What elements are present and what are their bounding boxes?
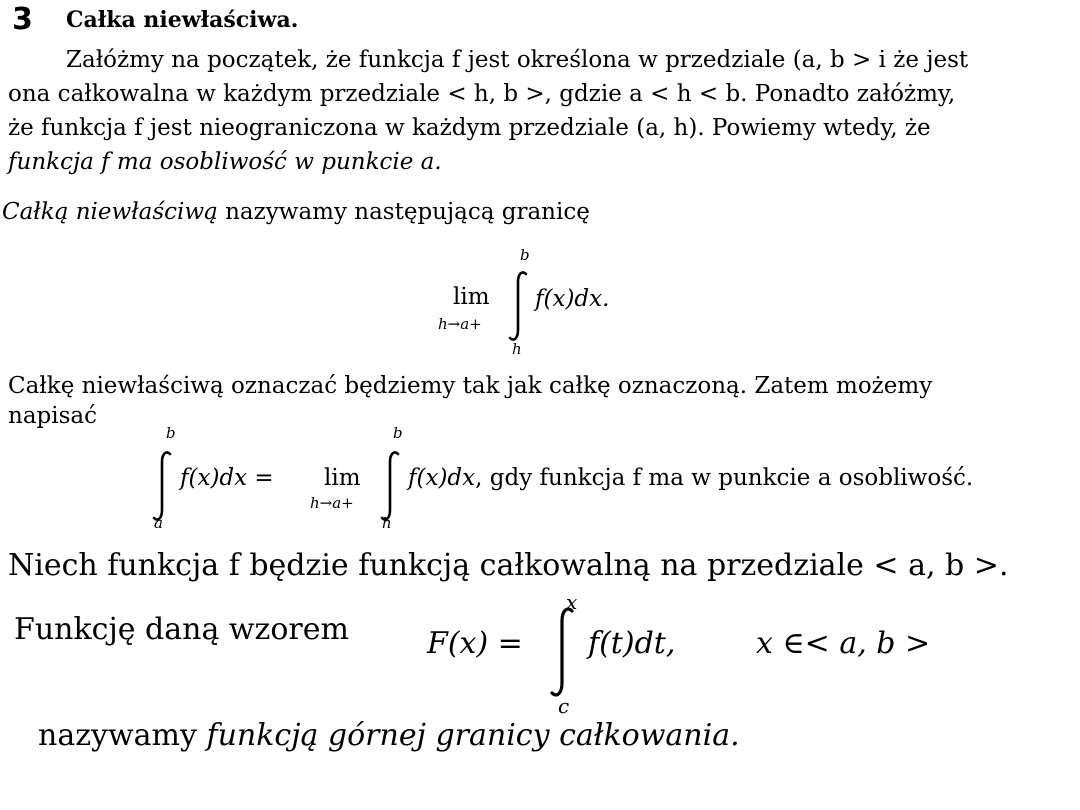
lim-subscript: h→a+ (310, 494, 354, 512)
integral-sign-icon (146, 448, 182, 524)
integral-sign-icon (502, 268, 538, 344)
integral-lower-bound: a (154, 514, 163, 532)
rhs-integrand: f(x)dx (408, 465, 476, 491)
intro-line-2: ona całkowalna w każdym przedziale < h, b >, gdzie a < h < b. Ponadto załóżmy, (8, 81, 956, 107)
integrand: f(x)dx. (535, 286, 610, 312)
lim-subscript: h→a+ (438, 315, 482, 333)
integral-upper-bound: b (166, 424, 176, 442)
rhs-condition: , gdy funkcja f ma w punkcie a osobliwość. (475, 465, 974, 491)
lim-operator: lim (324, 465, 361, 491)
integral-lower-bound: h (382, 514, 392, 532)
integral-upper-bound: b (393, 424, 403, 442)
definition-term: Całką niewłaściwą (2, 199, 218, 225)
integral-lower-bound: c (558, 694, 570, 718)
integral-upper-bound: x (566, 590, 578, 614)
intro-line-1: Załóżmy na początek, że funkcja f jest określona w przedziale (a, b > i że jest (66, 47, 969, 73)
domain-condition: x ∈< a, b > (756, 626, 931, 661)
rhs-expression (408, 465, 973, 491)
naming-prefix: nazywamy (38, 718, 207, 753)
integral-sign-icon (542, 604, 586, 700)
lim-operator: lim (453, 284, 490, 310)
notation-line-2: napisać (8, 403, 98, 429)
integral-sign-icon (374, 448, 410, 524)
integral-upper-bound: b (520, 246, 530, 264)
definition-line (2, 196, 590, 229)
intro-line-4: funkcja f ma osobliwość w punkcie a. (8, 149, 442, 175)
function-definition-lhs: F(x) = (427, 626, 523, 661)
lhs-integrand: f(x)dx = (180, 465, 274, 491)
integrable-function-line: Niech funkcja f będzie funkcją całkowalną na przedziale < a, b >. (8, 548, 1009, 583)
section-number: 3 (12, 2, 33, 37)
integral-lower-bound: h (512, 340, 522, 358)
formula-intro-text: Funkcję daną wzorem (14, 612, 349, 647)
integrand: f(t)dt, (588, 626, 676, 661)
intro-line-3: że funkcja f jest nieograniczona w każdym przedziale (a, h). Powiemy wtedy, że (8, 115, 931, 141)
naming-term: funkcją górnej granicy całkowania. (206, 718, 740, 753)
definition-rest: nazywamy następującą granicę (217, 199, 590, 225)
naming-line (38, 718, 740, 753)
section-title: Całka niewłaściwa. (66, 7, 299, 33)
notation-line-1: Całkę niewłaściwą oznaczać będziemy tak jak całkę oznaczoną. Zatem możemy (8, 373, 933, 399)
